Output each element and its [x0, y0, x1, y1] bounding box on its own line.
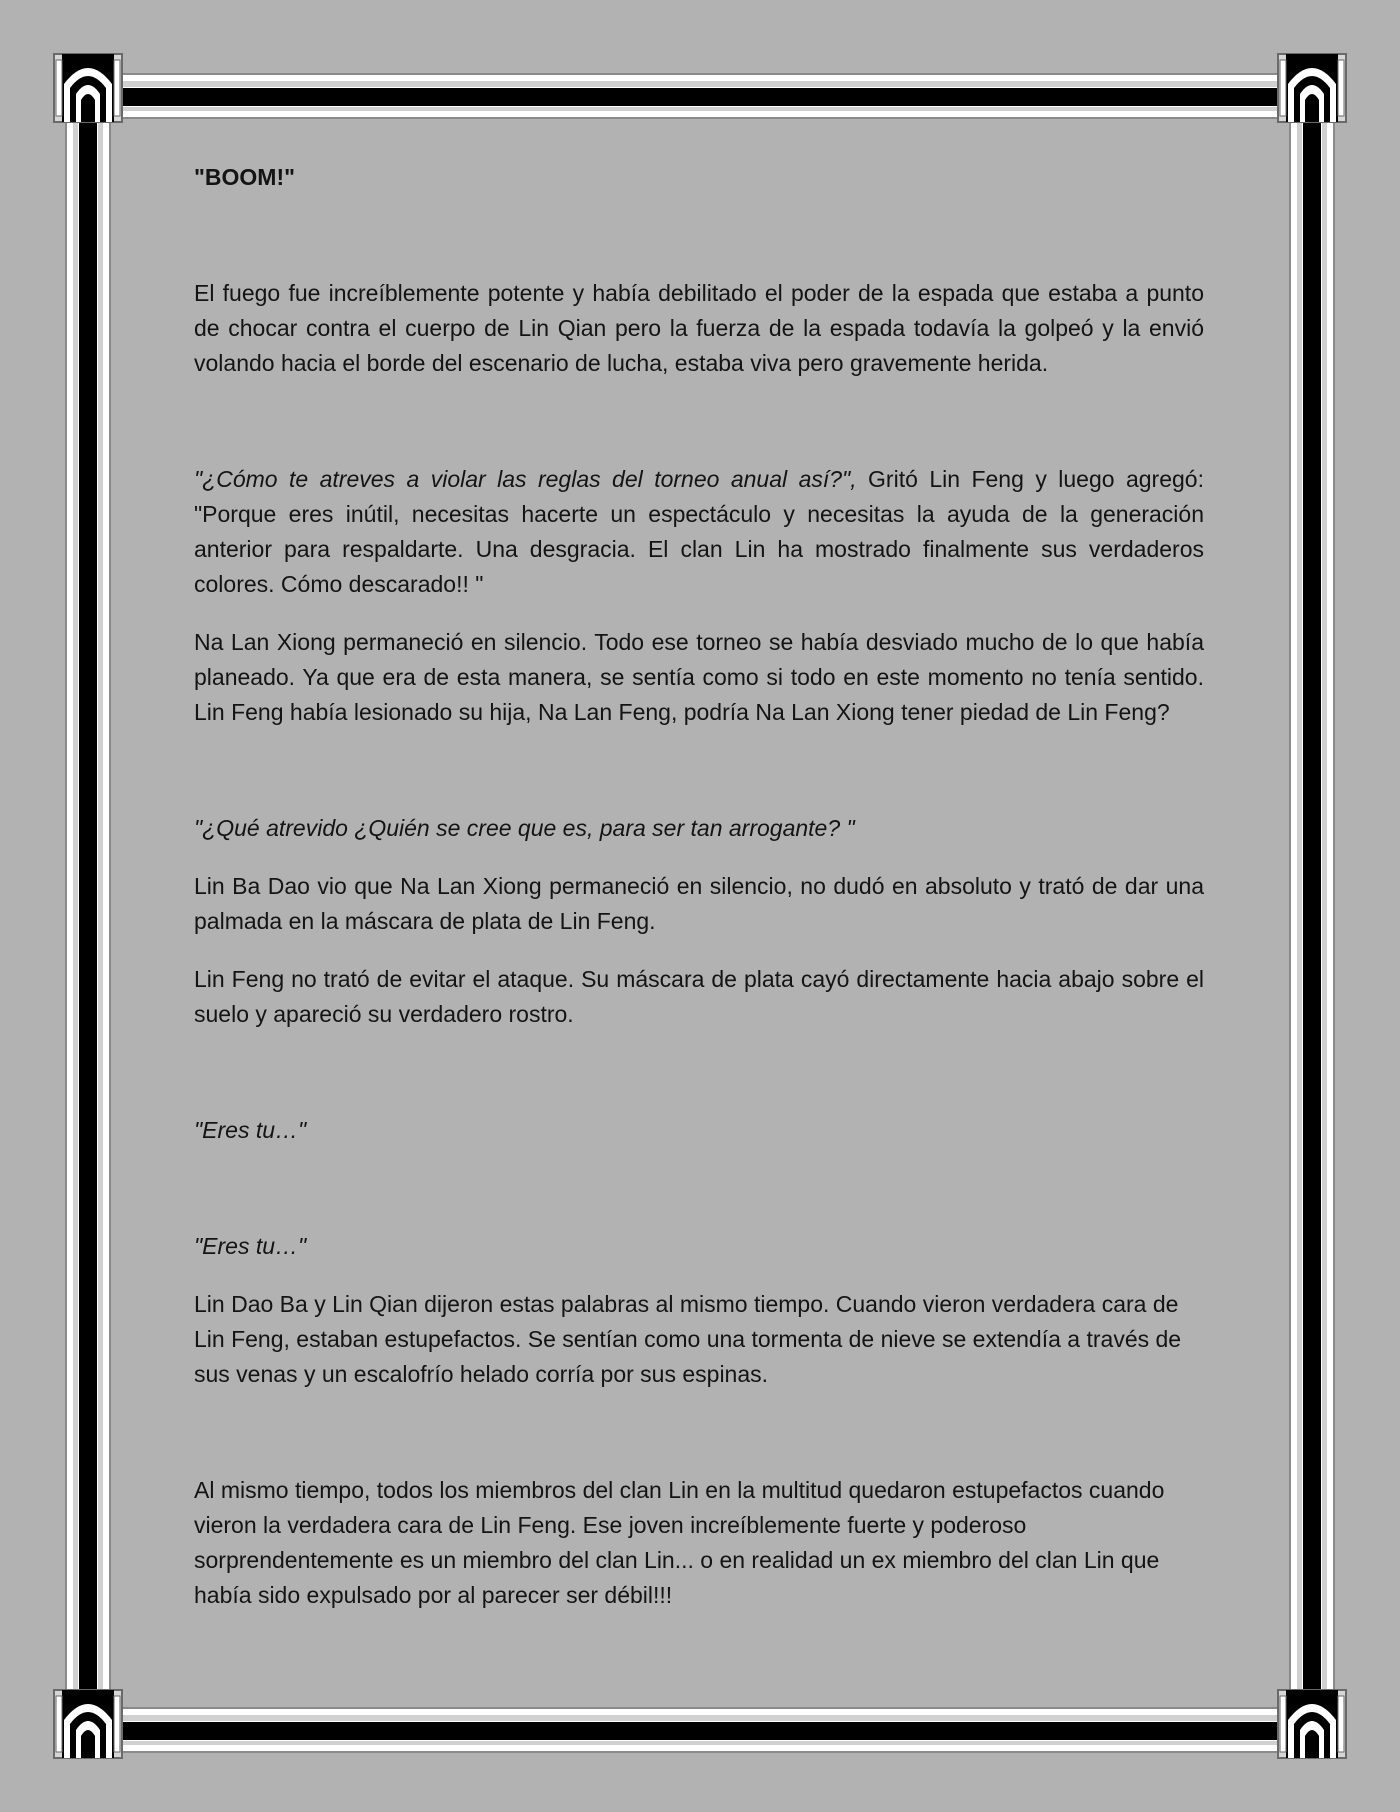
quote-rest: Gritó Lin Feng y luego agregó: "Porque eres inútil, necesitas hacerte un espectáculo y necesitas la ayuda de la generación anterior para respaldarte. Una desgracia. El clan Lin ha mostrado finalmente sus verdaderos colores. Cómo descarado!! " [194, 466, 1204, 597]
paragraph-fire: El fuego fue increíblemente potente y había debilitado el poder de la espada que estaba a punto de chocar contra el cuerpo de Lin Qian pero la fuerza de la espada todavía la golpeó y la envió volando hacia el borde del escenario de lucha, estaba viva pero gravemente herida. [194, 280, 1204, 376]
corner-ornament-bottom-left [54, 1690, 122, 1758]
paragraph-clan-members: Al mismo tiempo, todos los miembros del clan Lin en la multitud quedaron estupefactos cuando vieron la verdadera cara de Lin Feng. Ese joven increíblemente fuerte y poderoso sorprendentemente es un miembro del clan Lin... o en realidad un ex miembro del clan Lin que había sido expulsado por al parecer ser débil!!! [194, 1477, 1165, 1608]
frame-left-bar [66, 122, 110, 1708]
frame-top-bar [122, 74, 1278, 118]
paragraph-lin-feng-shout [194, 462, 1204, 602]
paragraph-eres-tu-2: "Eres tu…" [194, 1233, 307, 1259]
quote-italic: "¿Cómo te atreves a violar las reglas del torneo anual así?", [194, 466, 857, 492]
frame-bottom-bar [122, 1708, 1278, 1752]
paragraph-arrogant-quote: "¿Qué atrevido ¿Quién se cree que es, para ser tan arrogante? " [194, 815, 855, 841]
corner-ornament-bottom-right [1278, 1690, 1346, 1758]
corner-ornament-top-left [54, 54, 122, 122]
paragraph-na-lan-xiong: Na Lan Xiong permaneció en silencio. Todo ese torneo se había desviado mucho de lo que había planeado. Ya que era de esta manera, se sentía como si todo en este momento no tenía sentido. Lin Feng había lesionado su hija, Na Lan Feng, podría Na Lan Xiong tener piedad de Lin Feng? [194, 629, 1204, 725]
frame-right-bar [1290, 122, 1334, 1708]
paragraph-lin-ba-dao: Lin Ba Dao vio que Na Lan Xiong permaneció en silencio, no dudó en absoluto y trató de dar una palmada en la máscara de plata de Lin Feng. [194, 873, 1204, 934]
paragraph-stupefied: Lin Dao Ba y Lin Qian dijeron estas palabras al mismo tiempo. Cuando vieron verdadera cara de Lin Feng, estaban estupefactos. Se sentían como una tormenta de nieve se extendía a través de sus venas y un escalofrío helado corría por sus espinas. [194, 1291, 1182, 1387]
document-body [194, 160, 1204, 1613]
paragraph-mask-falls: Lin Feng no trató de evitar el ataque. Su máscara de plata cayó directamente hacia abajo sobre el suelo y apareció su verdadero rostro. [194, 966, 1204, 1027]
corner-ornament-top-right [1278, 54, 1346, 122]
paragraph-boom: "BOOM!" [194, 164, 296, 190]
paragraph-eres-tu-1: "Eres tu…" [194, 1117, 307, 1143]
